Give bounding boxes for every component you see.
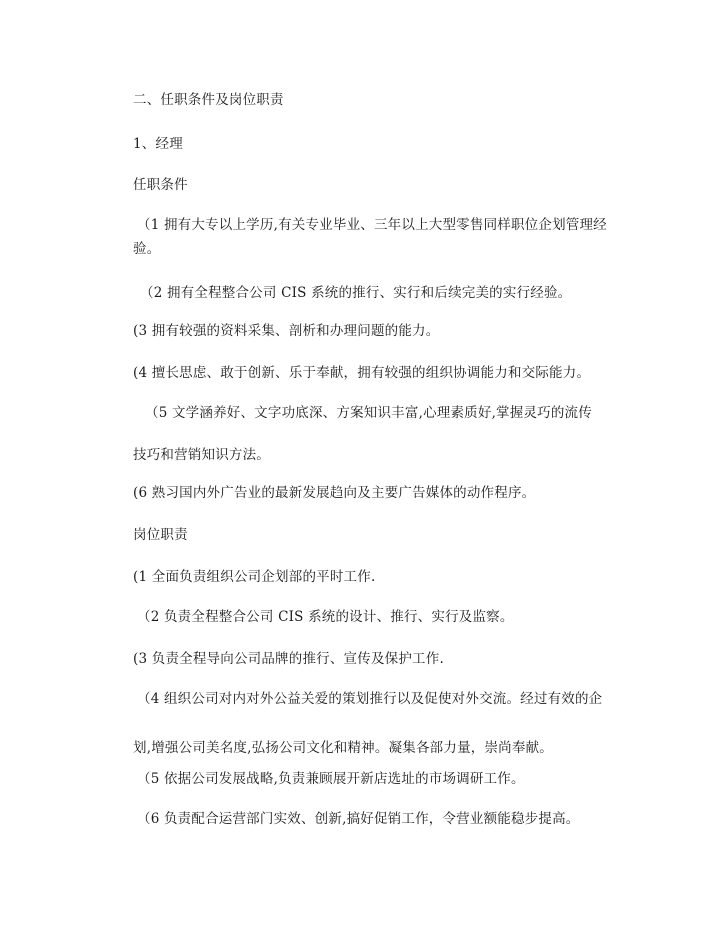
requirement-item-continuation: 技巧和营销知识方法。 (133, 447, 270, 463)
requirements-heading: 任职条件 (133, 177, 188, 193)
duty-item: （2 负责全程整合公司 CIS 系统的设计、推行、实行及监察。 (137, 609, 514, 625)
duty-item-continuation: 划,增强公司美名度,弘扬公司文化和精神。凝集各部力量，崇尚奉献。 (133, 740, 553, 756)
duty-item: (3 负责全程导向公司品牌的推行、宣传及保护工作. (133, 651, 444, 667)
duties-heading: 岗位职责 (133, 527, 188, 543)
requirement-item: （1 拥有大专以上学历,有关专业毕业、三年以上大型零售同样职位企划管理经 (137, 217, 607, 233)
duty-item: （6 负责配合运营部门实效、创新,搞好促销工作，令营业额能稳步提高。 (137, 811, 580, 827)
section-heading: 二、任职条件及岗位职责 (133, 92, 284, 108)
requirement-item: (4 擅长思虑、敢于创新、乐于奉献，拥有较强的组织协调能力和交际能力。 (133, 365, 591, 381)
requirement-item: (6 熟习国内外广告业的最新发展趋向及主要广告媒体的动作程序。 (133, 485, 536, 501)
duty-item: （5 依据公司发展战略,负责兼顾展开新店选址的市场调研工作。 (137, 771, 525, 787)
duty-item: (1 全面负责组织公司企划部的平时工作. (133, 569, 376, 585)
requirement-item: (3 拥有较强的资料采集、剖析和办理问题的能力。 (133, 323, 440, 339)
position-title: 1、经理 (133, 136, 183, 152)
requirement-item: （5 文学涵养好、文字功底深、方案知识丰富,心理素质好,掌握灵巧的流传 (145, 405, 592, 421)
requirement-item-continuation: 验。 (133, 241, 161, 257)
requirement-item: （2 拥有全程整合公司 CIS 系统的推行、实行和后续完美的实行经验。 (140, 285, 572, 301)
duty-item: （4 组织公司对内对外公益关爱的策划推行以及促使对外交流。经过有效的企 (137, 691, 603, 707)
